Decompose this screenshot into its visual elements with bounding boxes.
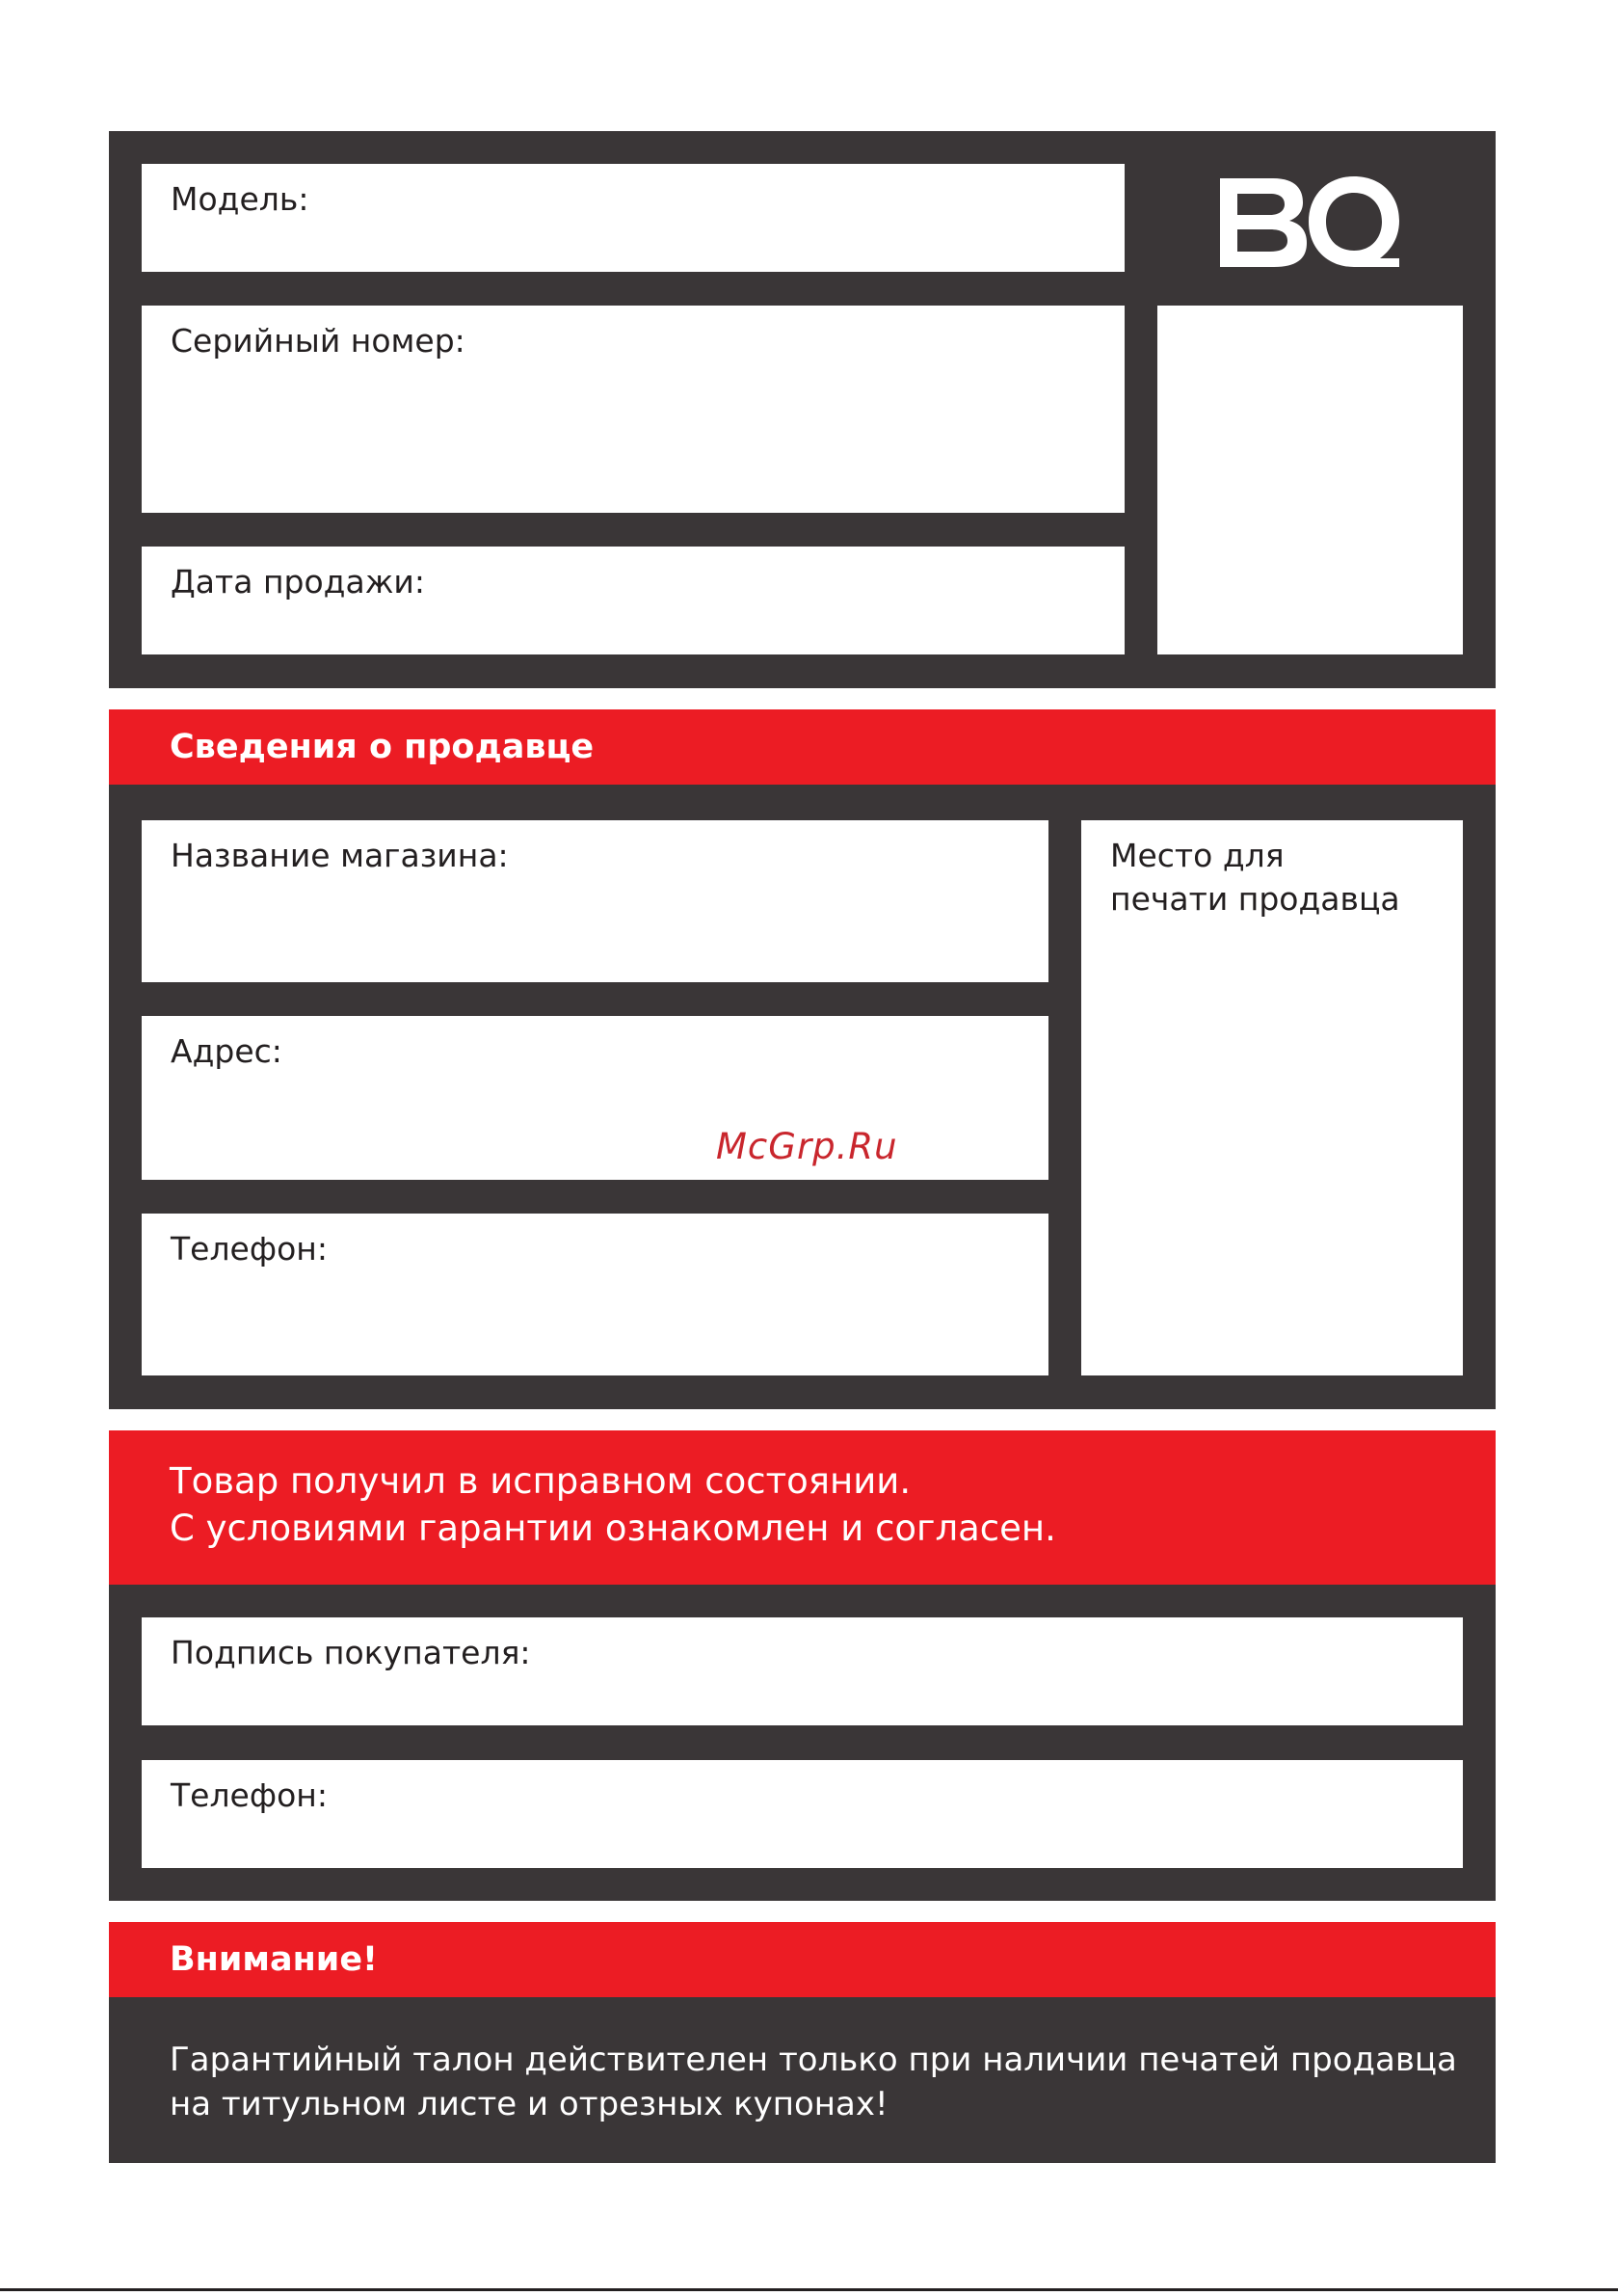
page-bottom-rule: [0, 2288, 1618, 2291]
bq-logo: [1220, 174, 1399, 270]
model-label: Модель:: [171, 180, 309, 218]
seller-header: [109, 709, 1496, 785]
notice-title: Внимание!: [170, 1940, 379, 1979]
seller-stamp-box[interactable]: [1081, 820, 1463, 1375]
sale-date-field[interactable]: [142, 547, 1125, 654]
address-field[interactable]: [142, 1016, 1048, 1180]
buyer-phone-label: Телефон:: [171, 1776, 328, 1814]
notice-panel: [109, 1997, 1496, 2163]
confirmation-banner: [109, 1430, 1496, 1585]
model-field[interactable]: [142, 164, 1125, 272]
shop-name-label: Название магазина:: [171, 837, 509, 874]
serial-number-label: Серийный номер:: [171, 322, 465, 360]
buyer-signature-field[interactable]: [142, 1617, 1463, 1725]
photo-box: [1157, 306, 1463, 654]
seller-phone-label: Телефон:: [171, 1230, 328, 1268]
sale-date-label: Дата продажи:: [171, 563, 425, 601]
buyer-signature-label: Подпись покупателя:: [171, 1634, 531, 1671]
watermark: McGrp.Ru: [716, 1126, 898, 1167]
seller-stamp-label: Место для печати продавца: [1110, 837, 1400, 918]
buyer-phone-field[interactable]: [142, 1760, 1463, 1868]
shop-name-field[interactable]: [142, 820, 1048, 982]
confirmation-text: Товар получил в исправном состоянии. С условиями гарантии ознакомлен и согласен.: [170, 1460, 1056, 1549]
address-label: Адрес:: [171, 1032, 282, 1070]
seller-title: Сведения о продавце: [170, 728, 595, 766]
notice-text: Гарантийный талон действителен только при наличии печатей продавца на титульном листе и отрезных купонах!: [170, 2041, 1457, 2123]
notice-header: [109, 1922, 1496, 1997]
seller-panel: [109, 785, 1496, 1409]
serial-number-field[interactable]: [142, 306, 1125, 513]
seller-phone-field[interactable]: [142, 1214, 1048, 1375]
buyer-panel: [109, 1585, 1496, 1901]
